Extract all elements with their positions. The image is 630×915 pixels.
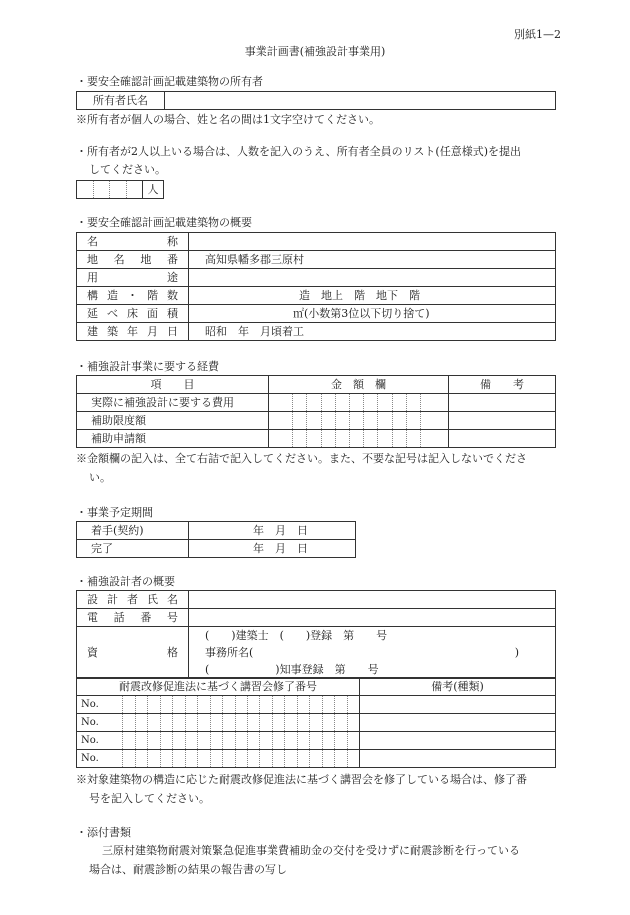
- designer-table: [76, 590, 556, 679]
- designer-row: [77, 609, 556, 627]
- course-row: [77, 732, 556, 750]
- course-row: [77, 714, 556, 732]
- attachments-line2: 場合は、耐震診断の結果の報告書の写し: [89, 863, 287, 876]
- owner-table: [76, 91, 556, 110]
- designer-name-field[interactable]: [189, 591, 556, 609]
- owner-note: ※所有者が個人の場合、姓と名の間は1文字空けてください。: [76, 113, 380, 126]
- building-label-use: 用 途: [77, 269, 189, 287]
- schedule-start-field[interactable]: 年 月 日: [189, 522, 356, 540]
- building-heading: ・要安全確認計画記載建築物の概要: [76, 216, 252, 229]
- schedule-label-end: 完了: [77, 540, 189, 558]
- building-use-field[interactable]: [189, 269, 556, 287]
- document-title: 事業計画書(補強設計事業用): [244, 45, 386, 58]
- owner-name-label: 所有者氏名: [77, 92, 165, 110]
- course-no-label: No.: [81, 699, 99, 710]
- form-number: 別紙1—2: [514, 28, 561, 41]
- building-row: [77, 287, 556, 305]
- course-number-field[interactable]: [77, 732, 360, 750]
- costs-remarks-limit[interactable]: [449, 412, 556, 430]
- course-row: [77, 750, 556, 768]
- owner-name-field[interactable]: [165, 92, 556, 110]
- costs-note-line1: ※金額欄の記入は、全て右詰で記入してください。また、不要な記号は記入しないでくださ: [76, 452, 527, 465]
- course-row: [77, 696, 556, 714]
- course-table: [76, 677, 556, 768]
- building-label-name: 名 称: [77, 233, 189, 251]
- owner-count-unit: 人: [143, 181, 164, 199]
- attachments-heading: ・添付書類: [76, 826, 131, 839]
- course-remarks-field[interactable]: [360, 732, 556, 750]
- costs-label-limit: 補助限度額: [77, 412, 269, 430]
- designer-phone-field[interactable]: [189, 609, 556, 627]
- building-row: [77, 323, 556, 341]
- course-number-field[interactable]: [77, 696, 360, 714]
- building-label-address: 地 名 地 番: [77, 251, 189, 269]
- building-row: [77, 251, 556, 269]
- course-number-field[interactable]: [77, 714, 360, 732]
- costs-label-request: 補助申請額: [77, 430, 269, 448]
- course-remarks-header: 備考(種類): [360, 678, 556, 696]
- multiple-owners-line1: ・所有者が2人以上いる場合は、人数を記入のうえ、所有者全員のリスト(任意様式)を提出: [76, 145, 522, 158]
- building-label-structure: 構造・階数: [77, 287, 189, 305]
- schedule-row: [77, 540, 356, 558]
- designer-office-name-close: ): [514, 646, 519, 659]
- costs-label-actual: 実際に補強設計に要する費用: [77, 394, 269, 412]
- costs-remarks-actual[interactable]: [449, 394, 556, 412]
- designer-note-line1: ※対象建築物の構造に応じた耐震改修促進法に基づく講習会を修了している場合は、修了番: [76, 773, 527, 786]
- schedule-label-start: 着手(契約): [77, 522, 189, 540]
- attachments-line1: 三原村建築物耐震対策緊急促進事業費補助金の交付を受けずに耐震診断を行っている: [102, 844, 520, 857]
- multiple-owners-line2: してください。: [89, 163, 166, 176]
- costs-amount-actual[interactable]: [269, 394, 449, 412]
- costs-col-amount: 金 額 欄: [269, 376, 449, 394]
- designer-qual-line2: [205, 644, 549, 661]
- costs-row: [77, 430, 556, 448]
- building-row: [77, 269, 556, 287]
- building-row: [77, 305, 556, 323]
- designer-qualification-field[interactable]: [189, 627, 556, 679]
- schedule-row: [77, 522, 356, 540]
- owner-heading: ・要安全確認計画記載建築物の所有者: [76, 75, 263, 88]
- course-header-row: [77, 678, 556, 696]
- designer-label-name: 設計者氏名: [77, 591, 189, 609]
- designer-heading: ・補強設計者の概要: [76, 575, 175, 588]
- course-number-field[interactable]: [77, 750, 360, 768]
- owner-count-table: [76, 180, 164, 199]
- costs-col-remarks: 備 考: [449, 376, 556, 394]
- building-name-field[interactable]: [189, 233, 556, 251]
- costs-amount-limit[interactable]: [269, 412, 449, 430]
- costs-row: [77, 412, 556, 430]
- course-remarks-field[interactable]: [360, 750, 556, 768]
- costs-table: [76, 375, 556, 448]
- schedule-heading: ・事業予定期間: [76, 506, 153, 519]
- course-header: 耐震改修促進法に基づく講習会修了番号: [77, 678, 360, 696]
- building-structure-field[interactable]: 造 地上 階 地下 階: [189, 287, 556, 305]
- course-no-label: No.: [81, 717, 99, 728]
- costs-heading: ・補強設計事業に要する経費: [76, 360, 219, 373]
- building-address-field[interactable]: 高知県幡多郡三原村: [189, 251, 556, 269]
- designer-note-line2: 号を記入してください。: [89, 792, 210, 805]
- schedule-end-field[interactable]: 年 月 日: [189, 540, 356, 558]
- costs-row: [77, 394, 556, 412]
- building-label-date: 建築年月日: [77, 323, 189, 341]
- designer-label-qualification: 資 格: [77, 627, 189, 679]
- building-row: [77, 233, 556, 251]
- course-remarks-field[interactable]: [360, 696, 556, 714]
- building-date-field[interactable]: 昭和 年 月頃着工: [189, 323, 556, 341]
- designer-row: [77, 591, 556, 609]
- course-no-label: No.: [81, 735, 99, 746]
- costs-header-row: [77, 376, 556, 394]
- building-floor-area-field[interactable]: ㎡(小数第3位以下切り捨て): [189, 305, 556, 323]
- designer-row: [77, 627, 556, 679]
- building-label-floor-area: 延べ床面積: [77, 305, 189, 323]
- costs-col-item: 項 目: [77, 376, 269, 394]
- designer-qual-line1: ( )建築士 ( )登録 第 号: [205, 629, 388, 642]
- course-no-label: No.: [81, 753, 99, 764]
- costs-amount-request[interactable]: [269, 430, 449, 448]
- costs-remarks-request[interactable]: [449, 430, 556, 448]
- costs-note-line2: い。: [89, 471, 111, 484]
- designer-office-name-label: 事務所名(: [205, 646, 254, 659]
- schedule-table: [76, 521, 356, 558]
- designer-label-phone: 電話番号: [77, 609, 189, 627]
- designer-qual-line3: ( )知事登録 第 号: [205, 663, 379, 676]
- owner-count-field[interactable]: [77, 181, 143, 199]
- building-table: [76, 232, 556, 341]
- course-remarks-field[interactable]: [360, 714, 556, 732]
